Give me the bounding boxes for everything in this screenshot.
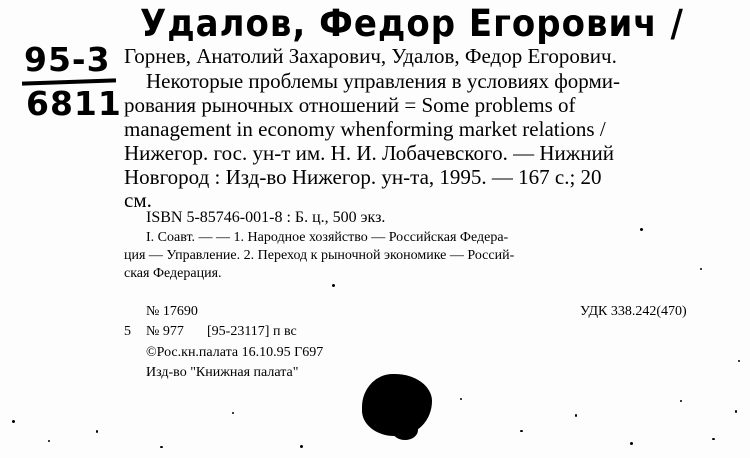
record-heading: Горнев, Анатолий Захарович, Удалов, Федор Егорович. (124, 44, 617, 68)
footer-prefix: 5 (124, 324, 131, 339)
scan-speckle (232, 412, 234, 414)
scan-speckle (630, 442, 633, 445)
record-number: № 17690 (146, 304, 198, 319)
title-line: см. (124, 188, 152, 212)
title-line: management in economy whenforming market relations / (124, 117, 606, 141)
order-number: № 977 (146, 324, 184, 339)
isbn-line: ISBN 5-85746-001-8 : Б. ц., 500 экз. (146, 209, 386, 226)
scan-speckle (460, 398, 462, 400)
scan-speckle (575, 414, 577, 417)
handwritten-shelf-code: 95-3 (24, 40, 111, 79)
scan-speckle (735, 410, 737, 413)
title-line: рования рыночных отношений = Some problems of (124, 93, 576, 117)
scan-speckle (680, 400, 682, 402)
ink-blot (392, 420, 418, 440)
scan-speckle (700, 268, 702, 270)
scan-speckle (96, 430, 98, 433)
subject-line: ская Федерация. (124, 266, 222, 281)
title-line: Некоторые проблемы управления в условиях форми- (146, 69, 620, 93)
order-code: [95-23117] п вс (207, 324, 297, 339)
handwritten-inventory-number: 6811 (26, 84, 122, 123)
subject-line: ция — Управление. 2. Переход к рыночной экономике — Россий- (124, 248, 515, 263)
scan-speckle (712, 438, 715, 440)
scan-speckle (300, 445, 303, 448)
handwritten-author-name: Удалов, Федор Егорович / (140, 2, 684, 46)
scan-speckle (12, 420, 15, 423)
publisher-line: Изд-во "Книжная палата" (146, 365, 299, 380)
scan-speckle (738, 360, 740, 362)
udc-code: УДК 338.242(470) (580, 304, 687, 319)
scan-speckle (48, 440, 50, 442)
scan-speckle (640, 228, 643, 231)
chamber-stamp: ©Рос.кн.палата 16.10.95 Г697 (146, 345, 324, 360)
scan-speckle (160, 446, 163, 448)
scan-speckle (332, 284, 335, 287)
subject-line: I. Соавт. — — 1. Народное хозяйство — Российская Федера- (146, 230, 509, 245)
scan-speckle (520, 430, 523, 432)
title-line: Нижегор. гос. ун-т им. Н. И. Лобачевского. — Нижний (124, 141, 614, 165)
title-line: Новгород : Изд-во Нижегор. ун-та, 1995. — 167 с.; 20 (124, 165, 602, 189)
